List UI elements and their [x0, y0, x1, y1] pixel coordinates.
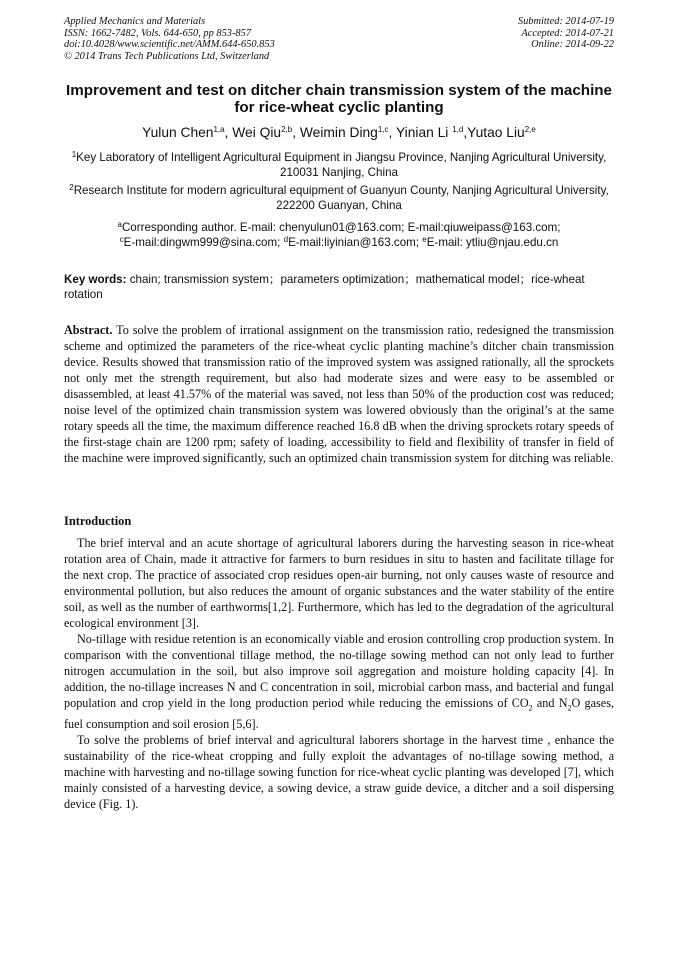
author-name: Wei Qiu	[232, 125, 282, 140]
author-name: Yulun Chen	[142, 125, 214, 140]
submitted-date: Submitted: 2014-07-19	[517, 16, 614, 27]
abstract-label: Abstract.	[64, 323, 113, 337]
author-name: Yutao Liu	[467, 125, 525, 140]
paragraph: The brief interval and an acute shortage of agricultural laborers during the harvesting season in rice-wheat rotation area of Chain, made it attractive for farmers to burn residues in situ to hasten and facilitate tillage for the next crop. The practice of associated crop residues open-air burning, not only causes waste of resource and environmental pollution, but also reduces the amount of organic substances and the water stability of the entire soil, as well as the number of earthworms[1,2]. Furthermore, which has led to the degradation of the agricultural ecological environment [3].	[64, 536, 614, 630]
email-e[interactable]: E-mail: ytliu@njau.edu.cn	[426, 236, 559, 249]
author-affiliation-mark: 1,d	[452, 125, 464, 134]
abstract	[64, 322, 614, 466]
author-list: Yulun Chen$^{1,a}$, Wei Qiu$^{2,b}$, Weimin Ding$^{1,c}$, Yinian Li $^{1,d}$,Yutao Liu$^{2,e}$	[142, 125, 536, 140]
journal-name: Applied Mechanics and Materials	[64, 16, 206, 27]
doi-link[interactable]: doi:10.4028/www.scientific.net/AMM.644-650.853	[64, 39, 275, 51]
email-line-a[interactable]: Corresponding author. E-mail: chenyulun01@163.com; E-mail:qiuweipass@163.com;	[121, 221, 561, 234]
corresponding-emails: $^a$Corresponding author. E-mail: chenyulun01@163.com; E-mail:qiuweipass@163.com; $^c$E-mail:dingwm999@sina.com; $^d$E-mail:liyinian@163.com; $^e$E-mail: ytliu@njau.edu.cn	[117, 220, 561, 249]
copyright-line: © 2014 Trans Tech Publications Ltd, Switzerland	[64, 50, 270, 62]
affiliation-1: $^1$Key Laboratory of Intelligent Agricultural Equipment in Jiangsu Province, Nanjing Agricultural University, 210031 Nanjing, China	[71, 150, 607, 179]
keywords	[64, 272, 614, 302]
paragraph: No-tillage with residue retention is an economically viable and erosion controlling crop production system. In comparison with the conventional tillage method, the no-tillage sowing method can not only lead to further nitrogen accumulation in the soil, but also improve soil aggregation and moisture holding capacity [4]. In addition, the no-tillage increases N and C concentration in soil, microbial carbon mass, and bacterial and fungal population and crop yield in the long production period while reducing the emissions of $CO_2$ and $N_2O$ gases, fuel consumption and soil erosion [5,6].	[64, 632, 614, 732]
author-affiliation-mark: 2,b	[281, 125, 293, 134]
email-d[interactable]: E-mail:liyinian@163.com;	[288, 236, 423, 249]
email-c[interactable]: E-mail:dingwm999@sina.com;	[123, 236, 284, 249]
issn-line: ISSN: 1662-7482, Vols. 644-650, pp 853-857	[64, 27, 252, 39]
journal-header-left	[64, 16, 275, 62]
author-affiliation-mark: 2,e	[524, 125, 536, 134]
journal-header-right	[518, 16, 614, 51]
keywords-text: chain; transmission system；parameters optimization；mathematical model；rice-wheat rotation	[64, 273, 585, 301]
author-affiliation-mark: 1,c	[377, 125, 389, 134]
author-affiliation-mark: 1,a	[213, 125, 225, 134]
paper-title: Improvement and test on ditcher chain transmission system of the machine for rice-wheat cyclic planting	[65, 82, 613, 116]
paragraph: To solve the problems of brief interval and agricultural laborers shortage in the harvest time , enhance the sustainability of the rice-wheat cropping and fully exploit the advantages of no-tillage sowing method, a machine with harvesting and no-tillage sowing function for rice-wheat cyclic planting was developed [7], which mainly consisted of a harvesting device, a sowing device, a straw guide device, a ditcher and a soil dispersing device (Fig. 1).	[64, 733, 614, 812]
introduction-body	[64, 535, 614, 812]
author-name: Yinian Li	[395, 125, 453, 140]
online-date: Online: 2014-09-22	[531, 39, 614, 51]
introduction-heading: Introduction	[64, 514, 132, 528]
author-name: Weimin Ding	[299, 125, 378, 140]
accepted-date: Accepted: 2014-07-21	[521, 27, 614, 39]
keywords-label: Key words:	[64, 273, 127, 286]
abstract-text: To solve the problem of irrational assignment on the transmission ratio, redesigned the transmission scheme and optimized the parameters of the rice-wheat cyclic planting machine’s ditcher chain transmission device. Results showed that transmission ratio of the improved system was assigned rationally, all the sprockets not only met the strength requirement, but also had moderate sizes and were easy to be assembled or disassembled, at least 41.57% of the material was saved, not less than 50% of the production cost was reduced; noise level of the optimized chain transmission system was lowered obviously than the original’s at the same rotary speeds all the time, the maximum difference reached 16.8 dB when the driving sprockets rotary speeds of the first-stage chain are 1200 rpm; safety of loading, accessibility to field and flexibility of transfer in field of the machine were improved significantly, such an optimized chain transmission system for ditching was reliable.	[64, 323, 614, 465]
affiliation-2: $^2$Research Institute for modern agricultural equipment of Guanyun County, Nanjing Agricultural University, 222200 Guanyan, China	[69, 183, 609, 212]
